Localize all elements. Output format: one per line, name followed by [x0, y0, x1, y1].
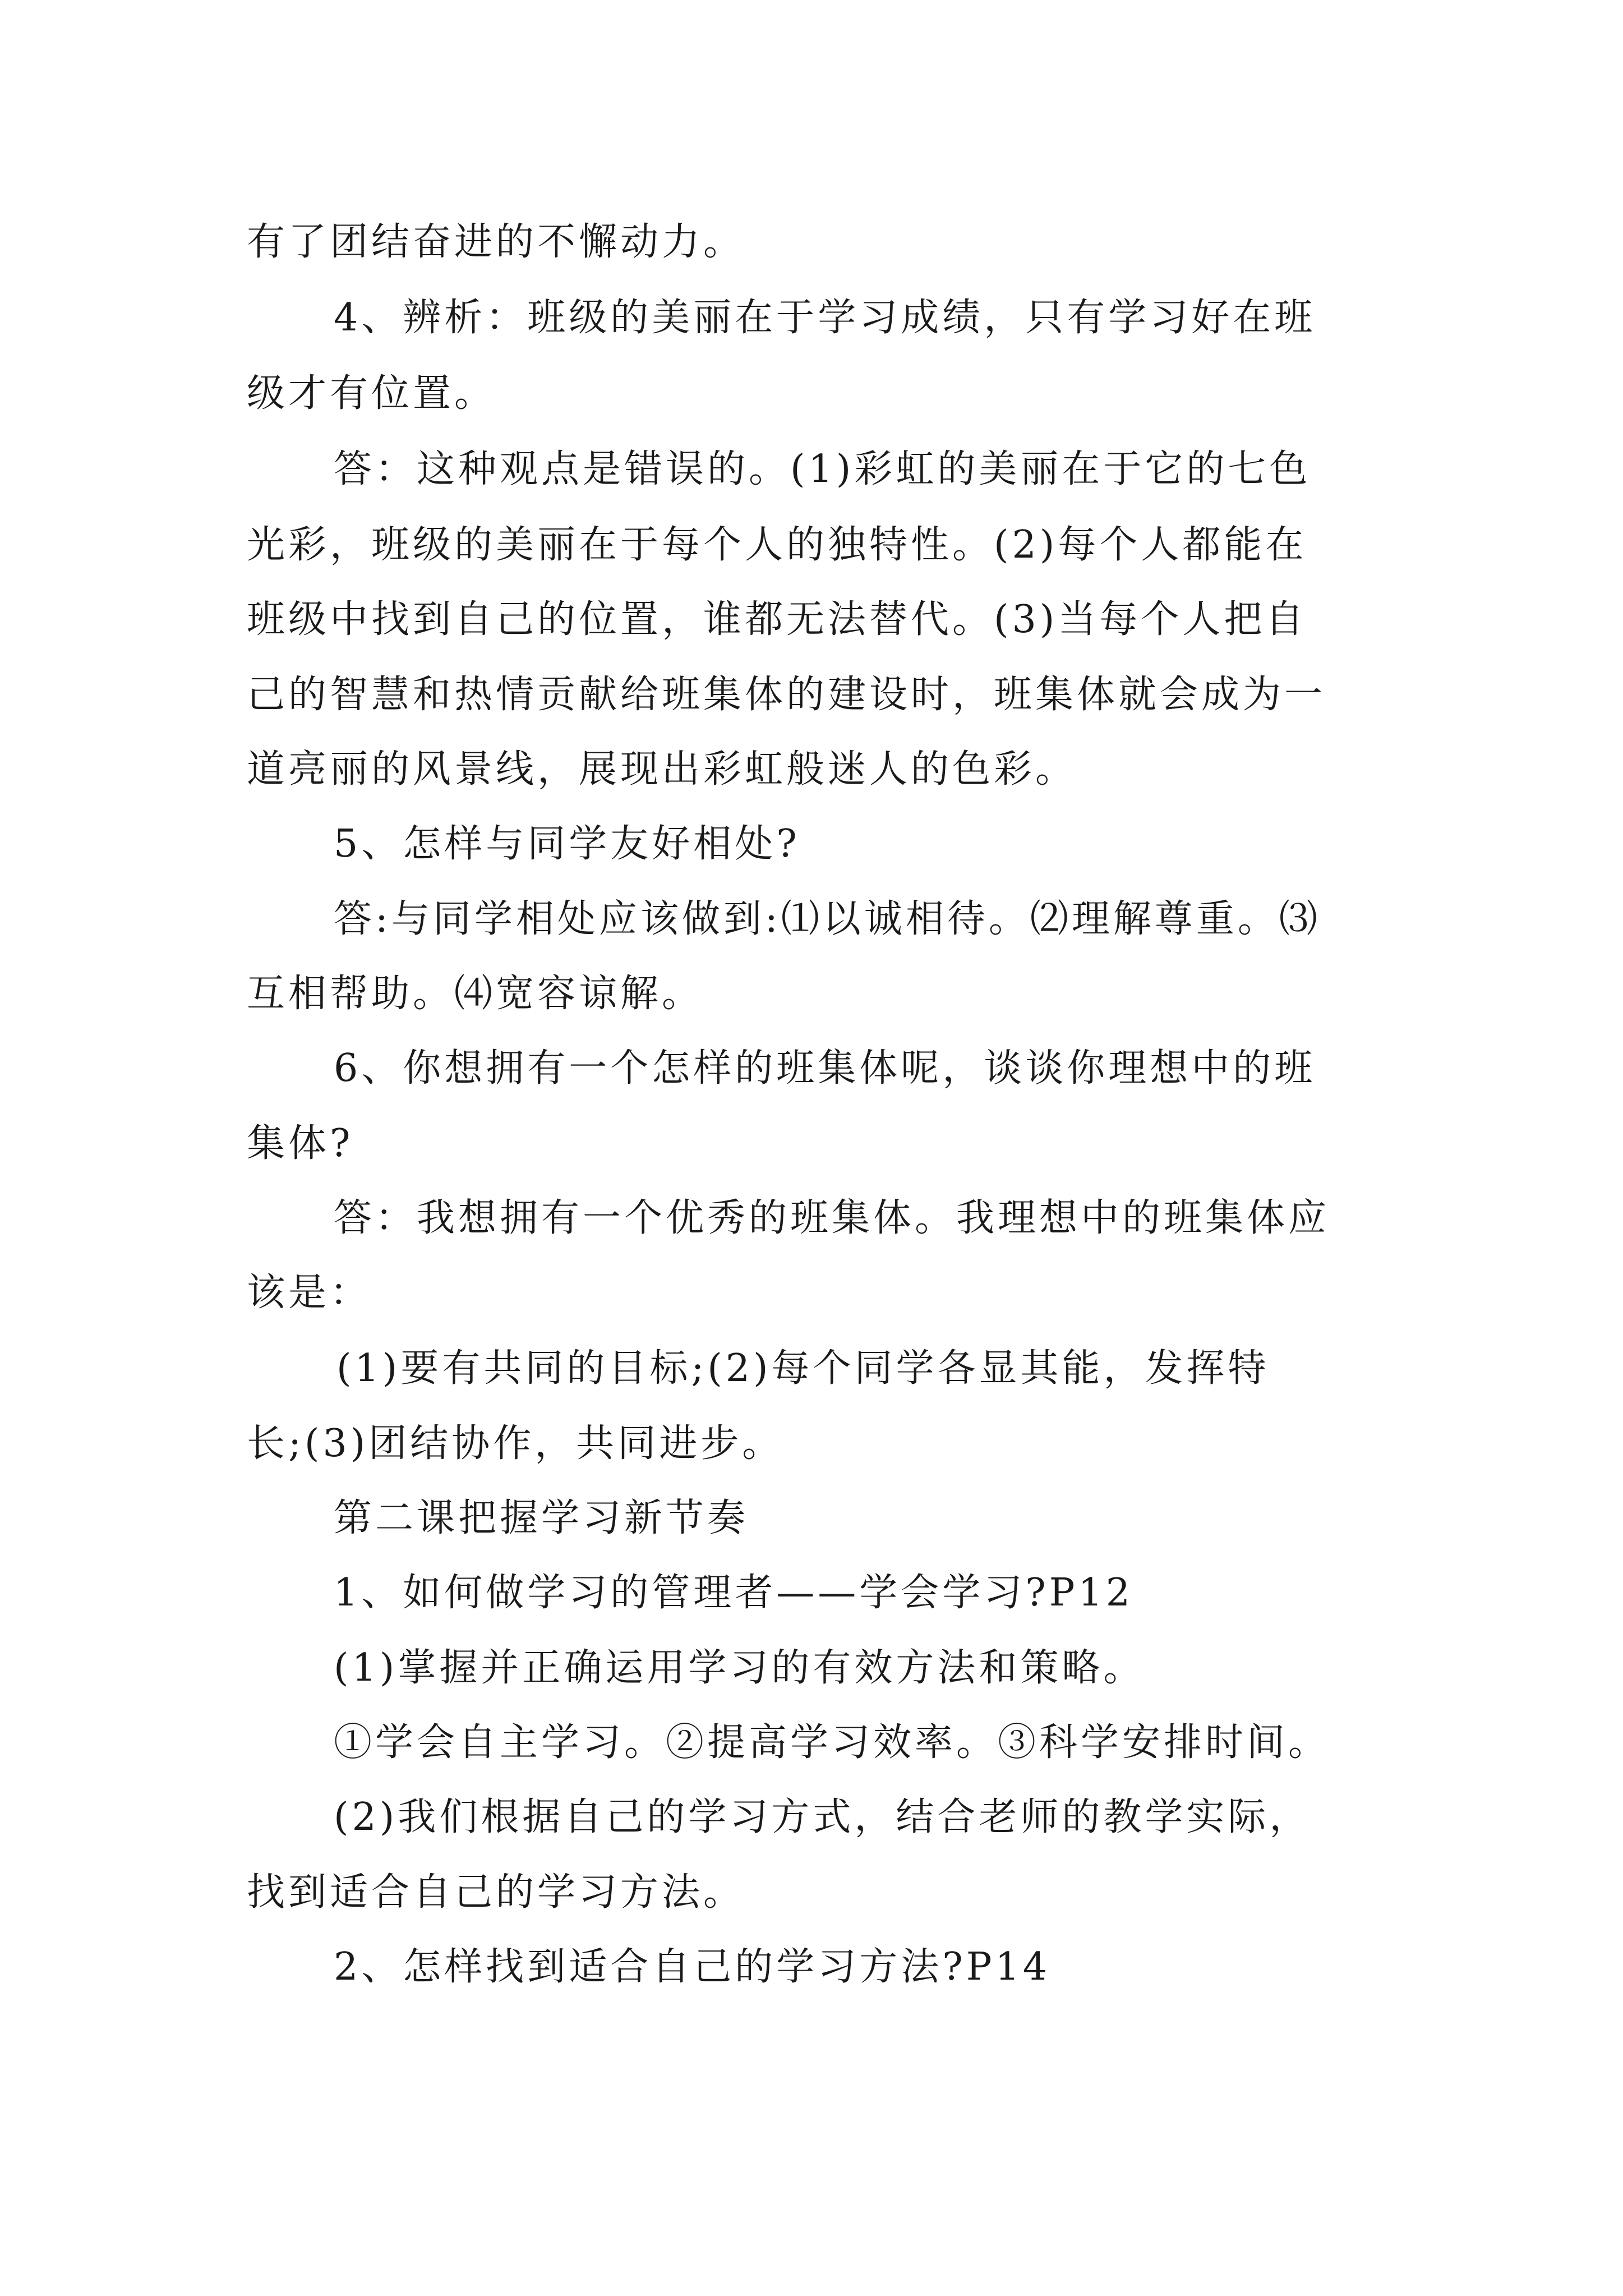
text-line-2: 4、辨析：班级的美丽在于学习成绩，只有学习好在班	[334, 296, 1316, 340]
text-line-23: 找到适合自己的学习方法。	[247, 1870, 745, 1915]
text-line-8: 道亮丽的风景线，展现出彩虹般迷人的色彩。	[247, 747, 1077, 792]
text-line-6: 班级中找到自己的位置，谁都无法替代。(3)当每个人把自	[247, 597, 1307, 642]
text-line-3: 级才有位置。	[247, 371, 496, 416]
text-line-11: 互相帮助。⑷宽容谅解。	[247, 972, 704, 1016]
text-line-5: 光彩，班级的美丽在于每个人的独特性。(2)每个人都能在	[247, 523, 1307, 567]
text-line-12: 6、你想拥有一个怎样的班集体呢，谈谈你理想中的班	[334, 1046, 1316, 1091]
section-heading: 第二课把握学习新节奏	[334, 1496, 749, 1540]
text-line-16: (1)要有共同的目标;(2)每个同学各显其能，发挥特	[336, 1346, 1270, 1391]
text-line-9: 5、怎样与同学友好相处?	[334, 822, 800, 866]
text-line-13: 集体?	[247, 1121, 354, 1166]
text-line-10: 答:与同学相处应该做到:⑴以诚相待。⑵理解尊重。⑶	[334, 897, 1321, 941]
text-line-15: 该是：	[247, 1271, 372, 1315]
text-line-4: 答：这种观点是错误的。(1)彩虹的美丽在于它的七色	[334, 447, 1311, 491]
text-line-20: (1)掌握并正确运用学习的有效方法和策略。	[334, 1646, 1145, 1690]
text-line-24: 2、怎样找到适合自己的学习方法?P14	[334, 1945, 1051, 1989]
text-line-7: 己的智慧和热情贡献给班集体的建设时，班集体就会成为一	[247, 673, 1326, 717]
text-line-21: ①学会自主学习。②提高学习效率。③科学安排时间。	[334, 1720, 1330, 1765]
text-line-14: 答：我想拥有一个优秀的班集体。我理想中的班集体应	[334, 1196, 1330, 1240]
text-line-17: 长;(3)团结协作，共同进步。	[247, 1421, 784, 1466]
text-line-1: 有了团结奋进的不懈动力。	[247, 220, 745, 264]
text-line-19: 1、如何做学习的管理者——学会学习?P12	[334, 1571, 1134, 1615]
text-line-22: (2)我们根据自己的学习方式，结合老师的教学实际，	[334, 1795, 1311, 1839]
